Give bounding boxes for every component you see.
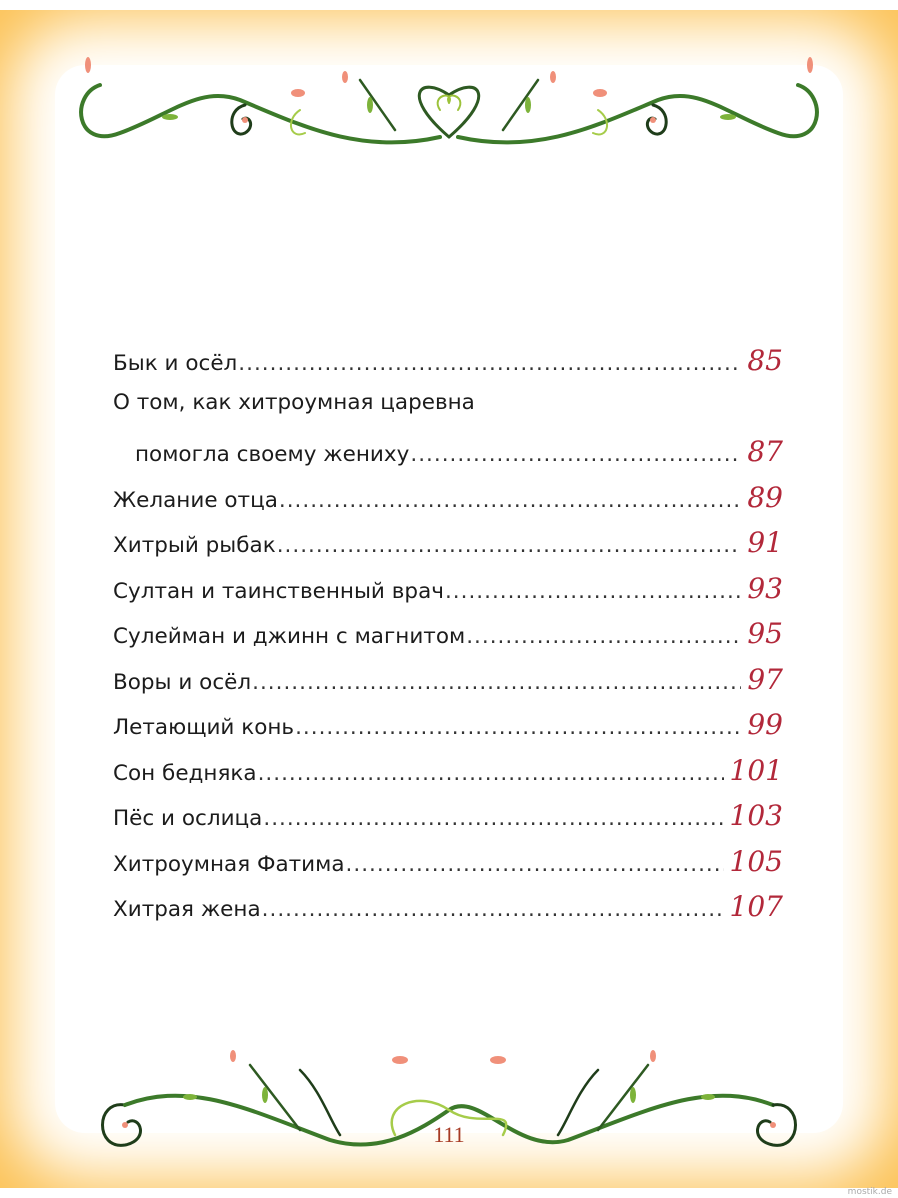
dot-leader <box>445 579 741 604</box>
top-vine-ornament <box>0 55 898 165</box>
toc-entry[interactable] <box>113 708 783 754</box>
watermark: mostik.de <box>847 1187 892 1197</box>
toc-entry[interactable] <box>113 481 783 527</box>
dot-leader <box>252 670 741 695</box>
toc-page-number: 99 <box>747 708 783 741</box>
toc-page-number: 93 <box>747 571 783 605</box>
toc-title: Хитрый рыбак <box>113 533 276 558</box>
toc-entry[interactable] <box>113 754 783 800</box>
toc-entry[interactable] <box>113 435 783 481</box>
toc-entry[interactable] <box>113 845 783 891</box>
toc-title: О том, как хитроумная царевна <box>113 389 475 415</box>
toc-title: Сон бедняка <box>113 760 257 786</box>
book-page <box>0 10 898 1188</box>
dot-leader <box>262 897 724 922</box>
dot-leader <box>295 715 741 740</box>
toc-entry[interactable] <box>113 390 783 436</box>
toc-title: Хитроумная Фатима <box>113 851 345 877</box>
dot-leader <box>466 624 741 649</box>
toc-title: Султан и таинственный врач <box>113 578 444 604</box>
toc-page-number: 91 <box>747 526 783 559</box>
dot-leader <box>238 351 741 376</box>
toc-title: Летающий конь <box>113 715 295 740</box>
toc-page-number: 97 <box>747 662 783 696</box>
toc-title: Бык и осёл <box>113 351 238 376</box>
toc-page-number: 85 <box>747 344 783 377</box>
dot-leader <box>258 761 724 786</box>
toc-title: Сулейман и джинн с магнитом <box>113 624 466 649</box>
dot-leader <box>346 852 724 877</box>
toc-page-number: 101 <box>729 753 783 787</box>
dot-leader <box>279 488 741 513</box>
toc-page-number: 89 <box>747 480 783 514</box>
toc-title: помогла своему жениху <box>135 442 410 467</box>
toc-entry[interactable] <box>113 799 783 845</box>
toc-entry[interactable] <box>113 617 783 663</box>
toc-page-number: 103 <box>729 799 783 832</box>
toc-entry[interactable] <box>113 572 783 618</box>
table-of-contents <box>113 344 783 936</box>
toc-page-number: 87 <box>747 435 783 468</box>
dot-leader <box>263 806 723 831</box>
toc-title: Желание отца <box>113 487 278 513</box>
toc-entry[interactable] <box>113 526 783 572</box>
dot-leader <box>277 533 742 558</box>
toc-page-number: 95 <box>747 617 783 650</box>
toc-entry[interactable] <box>113 344 783 390</box>
toc-page-number: 105 <box>729 844 783 878</box>
toc-entry[interactable] <box>113 890 783 936</box>
toc-entry[interactable] <box>113 663 783 709</box>
dot-leader <box>410 442 741 467</box>
page-number: 111 <box>433 1122 465 1147</box>
toc-title: Хитрая жена <box>113 897 261 922</box>
toc-title: Воры и осёл <box>113 669 252 695</box>
toc-title: Пёс и ослица <box>113 806 263 831</box>
toc-page-number: 107 <box>729 890 783 923</box>
